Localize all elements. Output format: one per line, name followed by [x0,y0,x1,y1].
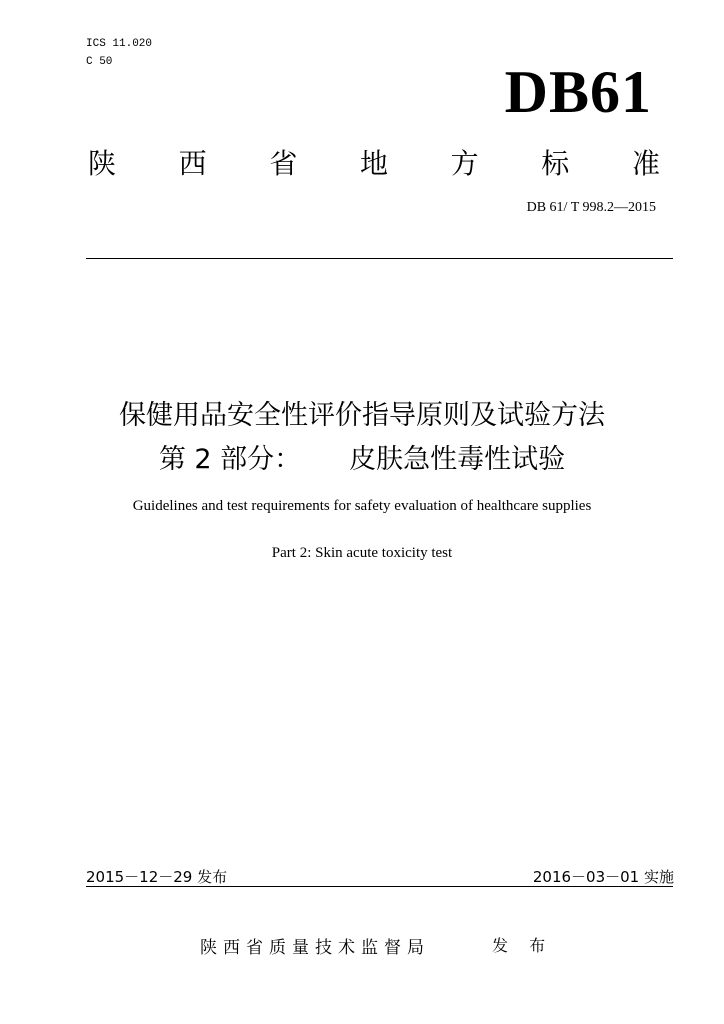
standard-logo: DB61 [504,59,652,125]
org-char: 准 [631,147,660,180]
issue-label: 发 布 [492,936,554,955]
english-part-title: Part 2: Skin acute toxicity test [271,545,453,561]
org-char: 省 [269,147,298,180]
org-char: 西 [178,147,207,180]
ics-code: ICS 11.020 [86,38,153,50]
document-title: 保健用品安全性评价指导原则及试验方法 [119,400,605,431]
standard-type-heading [88,142,660,182]
part-number: 第 2 部分： [158,444,302,475]
part-subject: 皮肤急性毒性试验 [349,444,566,475]
publish-date: 2015－12－29 发布 [86,868,228,886]
org-char: 陕 [88,147,117,180]
org-char: 方 [450,147,479,180]
ccs-code: C 50 [86,56,113,68]
header-divider [86,258,673,259]
issuing-authority: 陕西省质量技术监督局 [200,938,430,958]
document-subtitle [0,437,724,476]
org-char: 标 [541,147,570,180]
standard-number: DB 61/ T 998.2—2015 [526,200,656,215]
org-char: 地 [359,147,388,180]
implement-date: 2016－03－01 实施 [532,868,674,886]
english-title: Guidelines and test requirements for safety evaluation of healthcare supplies [132,498,592,514]
footer-divider [86,886,673,887]
